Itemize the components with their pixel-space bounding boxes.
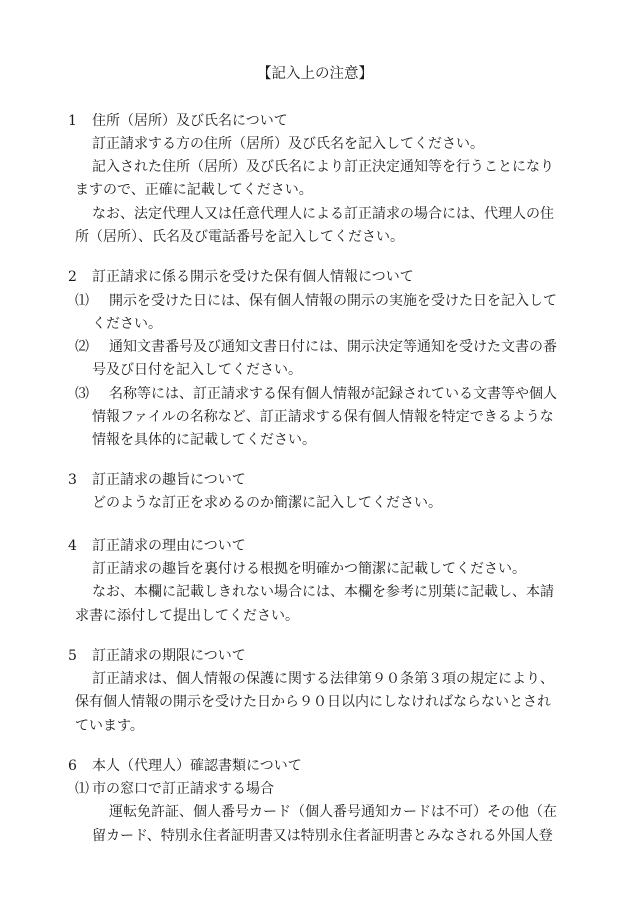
section-2-item-3-number: ⑶ xyxy=(75,386,89,402)
section-1-paragraph: 記入された住所（居所）及び氏名により訂正決定通知等を行うことになり xyxy=(92,159,554,175)
section-6-item-1-text: 留カード、特別永住者証明書又は特別永住者証明書とみなされる外国人登 xyxy=(92,828,553,844)
section-5-paragraph: 訂正請求は、個人情報の保護に関する法律第９０条第３項の規定により、 xyxy=(92,671,554,687)
section-5-heading: 訂正請求の期限について xyxy=(92,648,246,664)
section-1-paragraph: 所（居所）、氏名及び電話番号を記入してください。 xyxy=(75,229,404,245)
section-2-item-1-text: ください。 xyxy=(92,316,162,332)
section-4-paragraph: なお、本欄に記載しきれない場合には、本欄を参考に別葉に記載し、本請 xyxy=(92,584,554,600)
section-5-number: 5 xyxy=(68,648,77,664)
section-2-heading: 訂正請求に係る開示を受けた保有個人情報について xyxy=(92,269,414,285)
section-2-item-2-text: 号及び日付を記入してください。 xyxy=(92,362,302,378)
section-2-item-1-number: ⑴ xyxy=(75,293,89,309)
section-5-paragraph: ています。 xyxy=(75,718,144,734)
section-4-number: 4 xyxy=(68,538,77,554)
section-4-paragraph: 求書に添付して提出してください。 xyxy=(75,608,299,624)
section-4-heading: 訂正請求の理由について xyxy=(92,538,246,554)
section-6-item-1-text: 運転免許証、個人番号カード（個人番号通知カードは不可）その他（在 xyxy=(109,804,557,820)
section-2-item-1-text: 開示を受けた日には、保有個人情報の開示の実施を受けた日を記入して xyxy=(109,293,557,309)
section-5-paragraph: 保有個人情報の開示を受けた日から９０日以内にしなければならないとされ xyxy=(75,694,551,710)
section-3-heading: 訂正請求の趣旨について xyxy=(92,472,246,488)
section-2-item-3-text: 情報を具体的に記載してください。 xyxy=(92,432,316,448)
section-3-paragraph: どのような訂正を求めるのか簡潔に記入してください。 xyxy=(92,495,442,511)
section-6-item-1-heading: 市の窓口で訂正請求する場合 xyxy=(92,781,274,797)
section-1-paragraph: なお、法定代理人又は任意代理人による訂正請求の場合には、代理人の住 xyxy=(92,206,554,222)
section-3-number: 3 xyxy=(68,472,77,488)
section-2-number: 2 xyxy=(68,269,77,285)
page-title: 【記入上の注意】 xyxy=(257,66,373,82)
section-6-number: 6 xyxy=(68,758,77,774)
section-1-number: 1 xyxy=(68,113,77,129)
section-4-paragraph: 訂正請求の趣旨を裏付ける根拠を明確かつ簡潔に記載してください。 xyxy=(92,561,526,577)
section-6-heading: 本人（代理人）確認書類について xyxy=(92,758,302,774)
section-2-item-3-text: 情報ファイルの名称など、訂正請求する保有個人情報を特定できるような xyxy=(92,409,554,425)
section-2-item-2-text: 通知文書番号及び通知文書日付には、開示決定等通知を受けた文書の番 xyxy=(109,339,557,355)
section-1-heading: 住所（居所）及び氏名について xyxy=(92,113,288,129)
section-2-item-3-text: 名称等には、訂正請求する保有個人情報が記録されている文書等や個人 xyxy=(109,386,557,402)
section-1-paragraph: 訂正請求する方の住所（居所）及び氏名を記入してください。 xyxy=(92,136,484,152)
section-2-item-2-number: ⑵ xyxy=(75,339,89,355)
section-1-paragraph: ますので、正確に記載してください。 xyxy=(75,182,313,198)
section-6-item-1-number: ⑴ xyxy=(75,781,89,797)
